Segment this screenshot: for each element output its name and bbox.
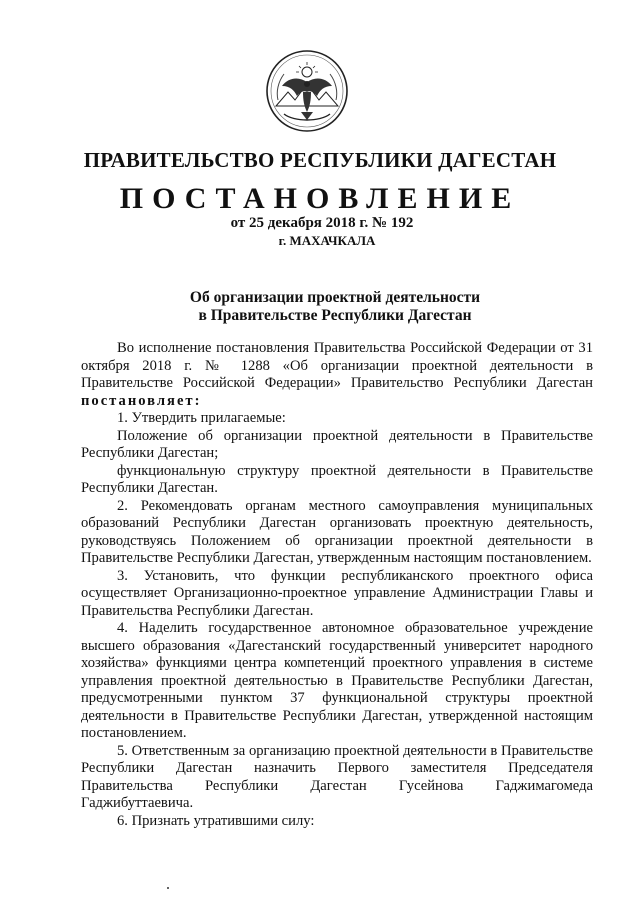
preamble-paragraph bbox=[81, 340, 593, 410]
subject-line-2: в Правительстве Республики Дагестан bbox=[198, 307, 472, 324]
item-5: 5. Ответственным за организацию проектной деятельности в Правительстве Республики Дагестан назначить Первого заместителя Председателя Правительства Республики Дагестан Гусейнова Гаджимагомеда Гаджибуттаевича. bbox=[81, 742, 593, 811]
item-1b: функциональную структуру проектной деятельности в Правительстве Республики Дагестан. bbox=[81, 462, 593, 496]
item-1a: Положение об организации проектной деятельности в Правительстве Республики Дагестан; bbox=[81, 427, 593, 461]
document-city: г. МАХАЧКАЛА bbox=[278, 233, 376, 248]
document-subject bbox=[0, 289, 640, 325]
government-title: ПРАВИТЕЛЬСТВО РЕСПУБЛИКИ ДАГЕСТАН bbox=[83, 148, 557, 172]
preamble-text: Во исполнение постановления Правительства Российской Федерации от 31 октября 2018 г. № 1288 «Об организации проектной деятельности в Правительстве Российской Федерации» Правительство Республики Дагестан bbox=[81, 340, 593, 391]
item-6: 6. Признать утратившими силу: bbox=[117, 812, 315, 829]
document-body bbox=[81, 340, 593, 830]
document-date-number: от 25 декабря 2018 г. № 192 bbox=[230, 215, 414, 231]
item-3: 3. Установить, что функции республиканского проектного офиса осуществляет Организационно-проектное управление Администрации Главы и Правительства Республики Дагестан. bbox=[81, 567, 593, 619]
scan-speck bbox=[167, 887, 169, 889]
coat-of-arms-eagle-icon bbox=[264, 48, 350, 134]
document-type-title: ПОСТАНОВЛЕНИЕ bbox=[119, 182, 521, 215]
decree-word: постановляет: bbox=[81, 392, 202, 409]
subject-line-1: Об организации проектной деятельности bbox=[189, 289, 481, 306]
item-2: 2. Рекомендовать органам местного самоуправления муниципальных образований Республики Дагестан организовать проектную деятельность, руководствуясь Положением об организации проектной деятельности в Правительстве Республики Дагестан, утвержденным настоящим постановлением. bbox=[81, 497, 593, 566]
item-4: 4. Наделить государственное автономное образовательное учреждение высшего образования «Дагестанский государственный университет народного хозяйства» функциями центра компетенций проектного управления в системе управления проектной деятельностью в Правительстве Республики Дагестан, предусмотренными пунктом 37 функциональной структуры проектной деятельности в Правительстве Республики Дагестан, утвержденной настоящим постановлением. bbox=[81, 620, 593, 741]
item-1: 1. Утвердить прилагаемые: bbox=[117, 410, 286, 426]
